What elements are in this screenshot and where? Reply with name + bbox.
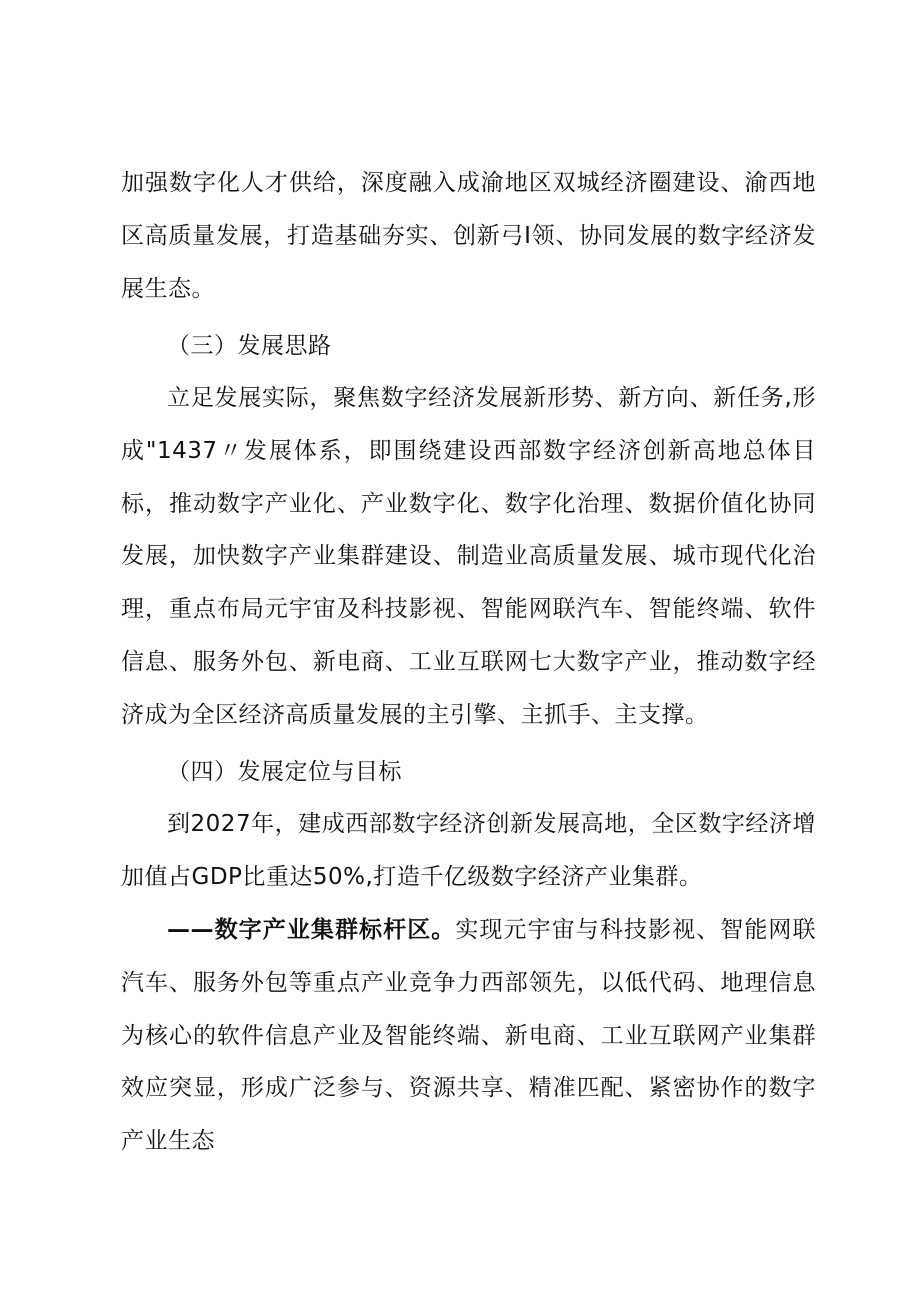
paragraph-industry-cluster <box>121 904 816 1168</box>
section-heading-positioning-goals: （四）发展定位与目标 <box>167 759 402 785</box>
paragraph-body-text: 实现元宇宙与科技影视、智能网联汽车、服务外包等重点产业竞争力西部领先，以低代码、地理信息为核心的软件信息产业及智能终端、新电商、工业互联网产业集群效应突显，形成广泛参与、资源共享、精准匹配、紧密协作的数字产业生态 <box>121 917 817 1155</box>
section-heading-development-approach: （三）发展思路 <box>167 333 332 359</box>
paragraph-2027-goal: 到2027年，建成西部数字经济创新发展高地，全区数字经济增加值占GDP比重达50%,打造千亿级数字经济产业集群。 <box>121 811 816 890</box>
paragraph-development-approach: 立足发展实际，聚焦数字经济发展新形势、新方向、新任务,形成"1437〃发展体系，即围绕建设西部数字经济创新高地总体目标，推动数字产业化、产业数字化、数字化治理、数据价值化协同发展，加快数字产业集群建设、制造业高质量发展、城市现代化治理，重点布局元宇宙及科技影视、智能网联汽车、智能终端、软件信息、服务外包、新电商、工业互联网七大数字产业，推动数字经济成为全区经济高质量发展的主引擎、主抓手、主支撑。 <box>121 385 816 728</box>
paragraph-talent-supply: 加强数字化人才供给，深度融入成渝地区双城经济圈建设、渝西地区高质量发展，打造基础夯实、创新弓I领、协同发展的数字经济发展生态。 <box>121 170 816 302</box>
paragraph-lead-bold: ——数字产业集群标杆区。 <box>167 917 456 943</box>
